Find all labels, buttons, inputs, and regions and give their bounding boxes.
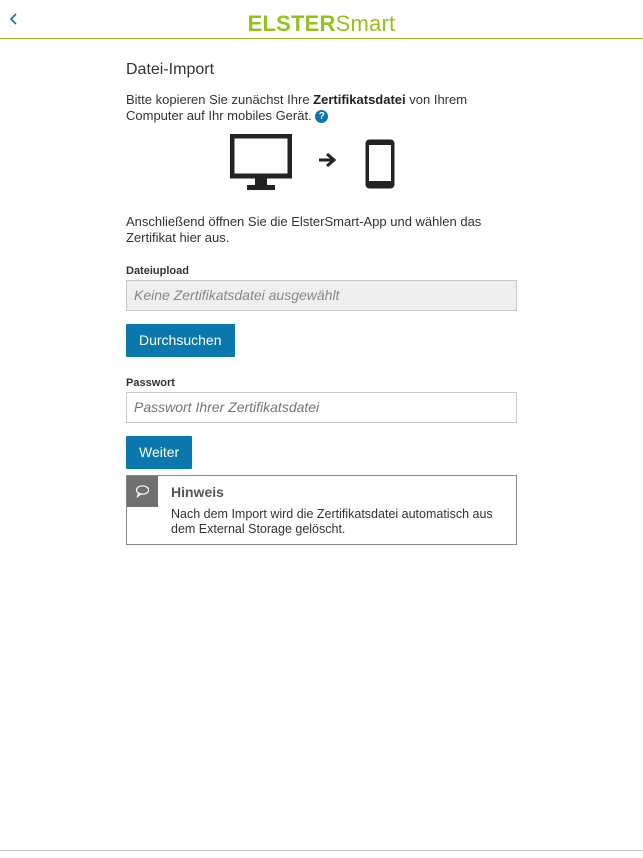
intro-bold: Zertifikatsdatei <box>313 92 406 107</box>
browse-button[interactable]: Durchsuchen <box>126 324 235 357</box>
smartphone-icon <box>364 138 396 190</box>
bottom-divider <box>0 850 643 851</box>
speech-bubble-icon <box>127 476 158 507</box>
intro-suffix: von Ihrem Computer auf Ihr mobiles Gerät. <box>126 92 468 123</box>
app-header <box>0 0 643 39</box>
password-field-wrapper <box>126 392 517 423</box>
hint-title: Hinweis <box>171 484 224 500</box>
file-upload-field[interactable]: Keine Zertifikatsdatei ausgewählt <box>126 280 517 311</box>
app-logo <box>0 11 643 37</box>
main-content <box>126 58 518 536</box>
monitor-icon <box>230 134 292 192</box>
help-icon[interactable]: ? <box>315 110 328 123</box>
intro-prefix: Bitte kopieren Sie zunächst Ihre <box>126 92 314 107</box>
intro-text <box>126 92 518 124</box>
hint-text: Nach dem Import wird die Zertifikatsdatei automatisch aus dem External Storage gelöscht. <box>171 507 493 536</box>
hint-box <box>126 475 517 545</box>
transfer-illustration <box>230 134 400 194</box>
password-input[interactable] <box>134 393 509 421</box>
logo-bold: ELSTER <box>247 11 336 36</box>
logo-light: Smart <box>335 11 396 36</box>
password-label: Passwort <box>126 377 175 389</box>
arrow-right-icon <box>318 152 338 168</box>
instruction-text: Anschließend öffnen Sie die ElsterSmart-App und wählen das Zertifikat hier aus. <box>126 214 482 245</box>
page-title: Datei-Import <box>126 61 215 78</box>
next-button[interactable]: Weiter <box>126 436 192 469</box>
upload-label: Dateiupload <box>126 265 189 277</box>
